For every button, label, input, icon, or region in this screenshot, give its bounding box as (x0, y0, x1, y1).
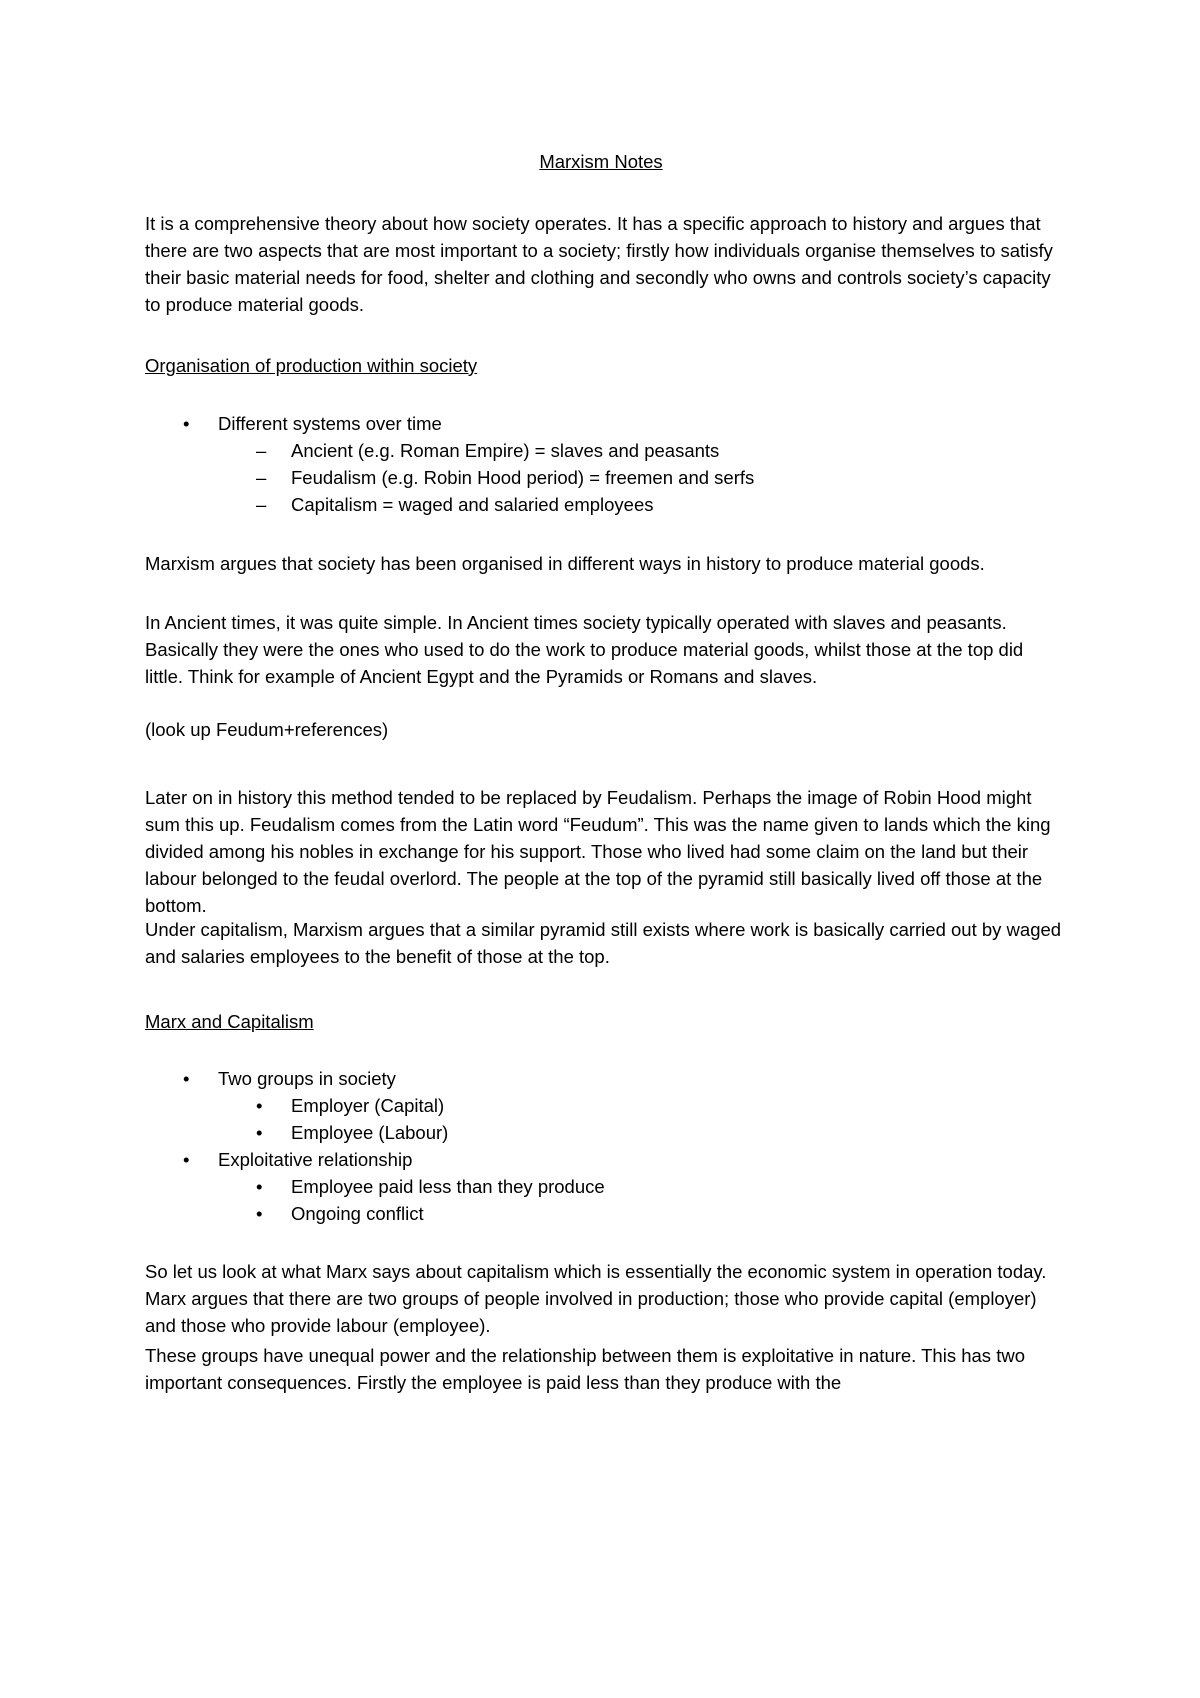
section1-list (145, 410, 1065, 518)
bullet-icon: • (256, 1122, 263, 1143)
dash-icon: – (256, 440, 267, 461)
list-item-label: Exploitative relationship (218, 1149, 413, 1170)
list-item-label: Different systems over time (218, 413, 442, 434)
sub-list-item (218, 1200, 1065, 1227)
sub-list-item-label: Employee paid less than they produce (291, 1176, 605, 1197)
body-paragraph: So let us look at what Marx says about capitalism which is essentially the economic system in operation today. Marx argues that there are two groups of people involved in production; those who provide capital (employer) and those who provide labour (employee). (145, 1261, 1047, 1336)
sub-list (218, 1173, 1065, 1227)
sub-list-item (218, 464, 1065, 491)
dash-icon: – (256, 494, 267, 515)
sub-list (218, 437, 1065, 518)
dash-icon: – (256, 467, 267, 488)
body-paragraph: (look up Feudum+references) (145, 719, 389, 740)
intro-paragraph: It is a comprehensive theory about how society operates. It has a specific approach to history and argues that there are two aspects that are most important to a society; firstly how individuals organise themselves to satisfy their basic material needs for food, shelter and clothing and secondly who owns and controls society’s capacity to produce material goods. (145, 213, 1053, 315)
list-item (145, 410, 1065, 518)
list-item (145, 1065, 1065, 1146)
bullet-icon: • (183, 1149, 190, 1170)
sub-list-item-label: Employer (Capital) (291, 1095, 445, 1116)
list-item-label: Two groups in society (218, 1068, 396, 1089)
sub-list-item (218, 1119, 1065, 1146)
sub-list-item-label: Employee (Labour) (291, 1122, 449, 1143)
sub-list-item (218, 437, 1065, 464)
sub-list-item (218, 1173, 1065, 1200)
bullet-icon: • (183, 1068, 190, 1089)
sub-list-item-label: Ongoing conflict (291, 1203, 424, 1224)
sub-list (218, 1092, 1065, 1146)
body-paragraph: Later on in history this method tended to be replaced by Feudalism. Perhaps the image of Robin Hood might sum this up. Feudalism comes from the Latin word “Feudum”. This was the name given to lands which the king divided among his nobles in exchange for his support. Those who lived had some claim on the land but their labour belonged to the feudal overlord. The people at the top of the pyramid still basically lived off those at the bottom. (145, 787, 1051, 916)
sub-list-item-label: Feudalism (e.g. Robin Hood period) = freemen and serfs (291, 467, 755, 488)
body-paragraph: These groups have unequal power and the relationship between them is exploitative in nature. This has two important consequences. Firstly the employee is paid less than they produce with the (145, 1345, 1025, 1393)
list-item (145, 1146, 1065, 1227)
body-paragraph: Under capitalism, Marxism argues that a similar pyramid still exists where work is basically carried out by waged and salaries employees to the benefit of those at the top. (145, 919, 1062, 967)
section2-list (145, 1065, 1065, 1227)
bullet-icon: • (256, 1203, 263, 1224)
sub-list-item-label: Capitalism = waged and salaried employees (291, 494, 654, 515)
section2-heading: Marx and Capitalism (145, 1011, 314, 1032)
sub-list-item (218, 491, 1065, 518)
section1-heading: Organisation of production within society (145, 355, 478, 376)
bullet-icon: • (256, 1176, 263, 1197)
body-paragraph: Marxism argues that society has been organised in different ways in history to produce material goods. (145, 553, 985, 574)
document-title: Marxism Notes (539, 151, 663, 172)
sub-list-item (218, 1092, 1065, 1119)
sub-list-item-label: Ancient (e.g. Roman Empire) = slaves and peasants (291, 440, 720, 461)
body-paragraph: In Ancient times, it was quite simple. In Ancient times society typically operated with slaves and peasants. Basically they were the ones who used to do the work to produce material goods, whilst those at the top did little. Think for example of Ancient Egypt and the Pyramids or Romans and slaves. (145, 612, 1024, 687)
bullet-icon: • (256, 1095, 263, 1116)
bullet-icon: • (183, 413, 190, 434)
